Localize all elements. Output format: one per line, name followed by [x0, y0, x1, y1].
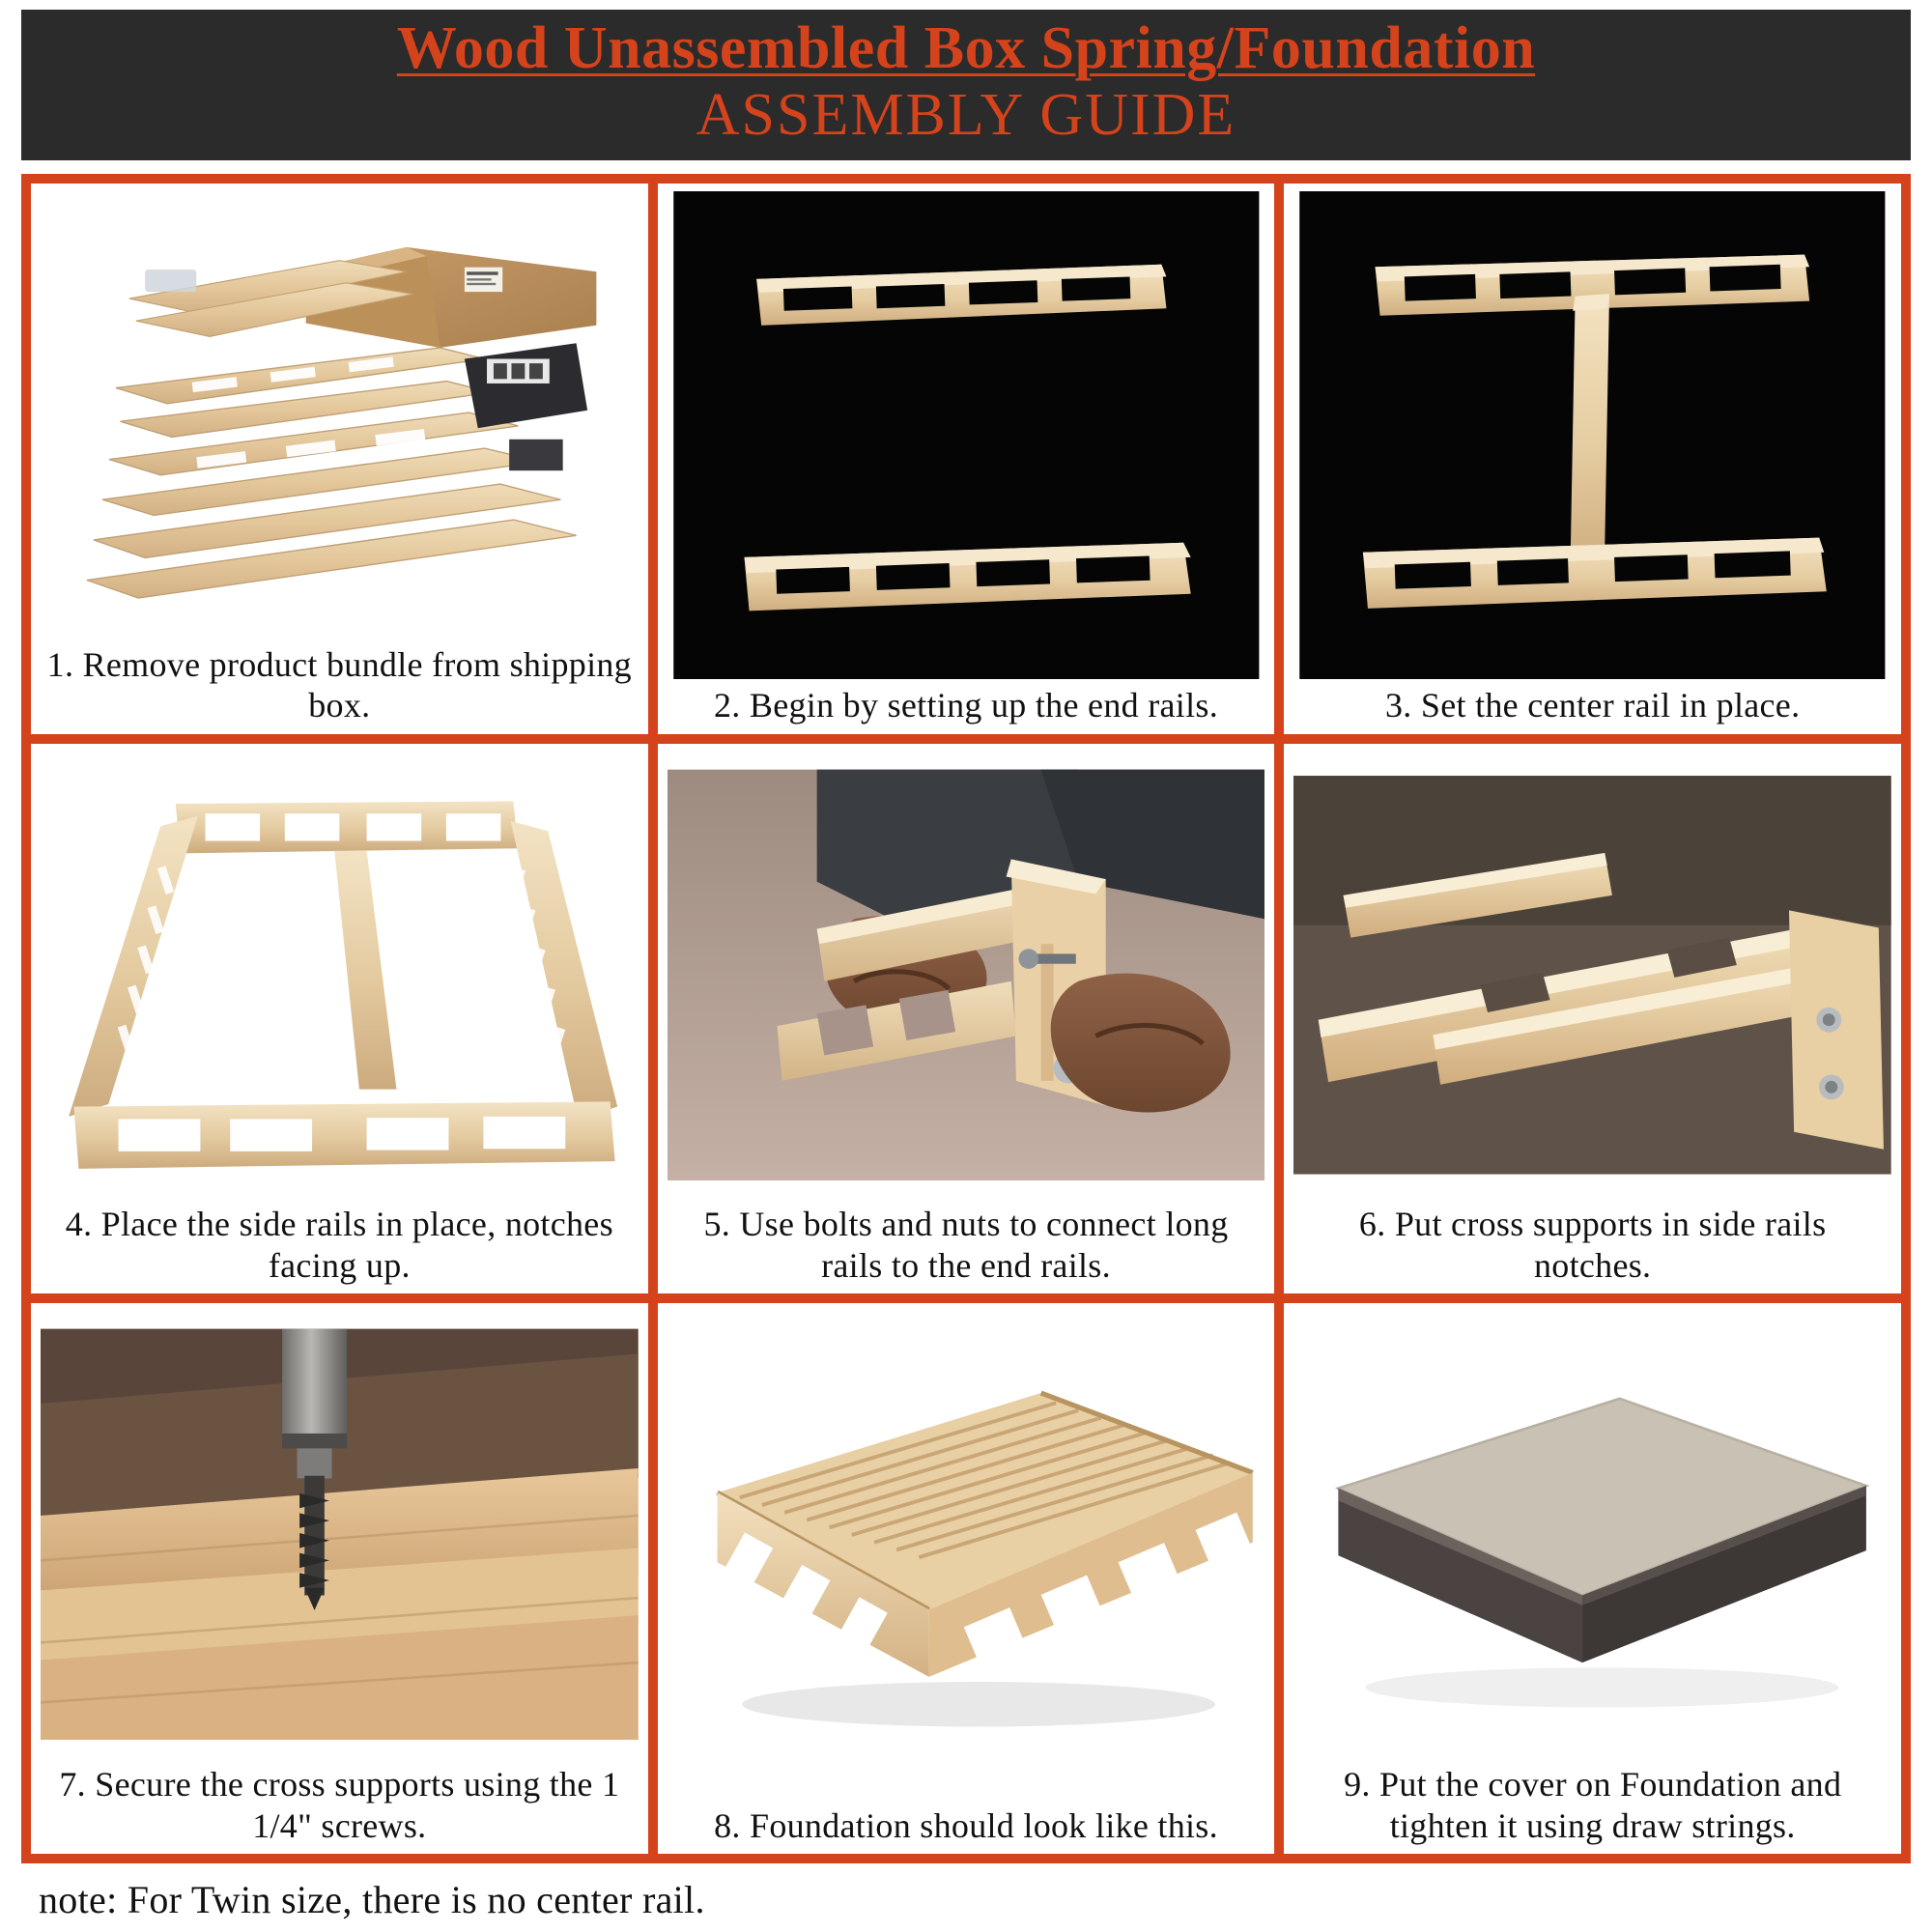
step-card-9: [1284, 1303, 1901, 1854]
step-1-illustration: [41, 191, 639, 639]
step-card-5: [658, 744, 1275, 1294]
covered-foundation-icon: [1293, 1311, 1891, 1758]
step-card-1: [31, 184, 648, 734]
front-end-rail: [73, 1101, 614, 1168]
steps-grid-row: [31, 1303, 1901, 1854]
step-9-caption: 9. Put the cover on Foundation and tighten it using draw strings.: [1344, 1765, 1842, 1845]
footer-note: note: For Twin size, there is no center rail.: [39, 1878, 705, 1921]
steps-grid: [21, 174, 1911, 1863]
step-card-4: [31, 744, 648, 1294]
step-4-illustration: [41, 752, 639, 1199]
step-6-illustration: [1293, 752, 1891, 1199]
end-rail-right: [1789, 910, 1884, 1149]
step-9-illustration: [1293, 1311, 1891, 1758]
step-7-illustration: [41, 1311, 639, 1758]
page-title-line2: ASSEMBLY GUIDE: [696, 82, 1236, 149]
step-3-illustration: [1293, 191, 1891, 679]
steps-grid-row: [31, 184, 1901, 734]
shipping-box-and-rails-icon: [41, 191, 639, 639]
page-header: [21, 10, 1911, 160]
step-5-caption: 5. Use bolts and nuts to connect long rails to the end rails.: [703, 1205, 1229, 1285]
step-1-caption: 1. Remove product bundle from shipping box.: [46, 644, 632, 725]
back-end-rail: [176, 801, 519, 853]
center-rail-t-shape-icon: [1293, 191, 1891, 679]
step-card-8: [658, 1303, 1275, 1854]
step-4-caption: 4. Place the side rails in place, notches facing up.: [65, 1205, 613, 1285]
center-rail: [1571, 294, 1609, 564]
step-6-caption: 6. Put cross supports in side rails notches.: [1358, 1205, 1827, 1285]
step-2-illustration: [668, 191, 1265, 679]
step-card-3: [1284, 184, 1901, 734]
hands-bolting-rails-photo-icon: [668, 752, 1265, 1199]
steps-grid-row: [31, 744, 1901, 1294]
step-7-caption: 7. Secure the cross supports using the 1 1/4" screws.: [59, 1765, 620, 1845]
step-8-illustration: [668, 1311, 1265, 1799]
step-5-illustration: [668, 752, 1265, 1199]
step-card-7: [31, 1303, 648, 1854]
cross-support-in-notch-photo-icon: [1293, 752, 1891, 1199]
drill-driving-screw-photo-icon: [41, 1311, 639, 1758]
step-card-2: [658, 184, 1275, 734]
step-8-caption: 8. Foundation should look like this.: [714, 1805, 1218, 1845]
side-rails-frame-icon: [41, 752, 639, 1199]
finished-foundation-frame-icon: [668, 1311, 1265, 1799]
page-title-line1: Wood Unassembled Box Spring/Foundation: [396, 15, 1536, 81]
two-end-rails-icon: [668, 191, 1265, 679]
step-3-caption: 3. Set the center rail in place.: [1384, 686, 1801, 725]
step-2-caption: 2. Begin by setting up the end rails.: [713, 686, 1219, 725]
step-card-6: [1284, 744, 1901, 1294]
